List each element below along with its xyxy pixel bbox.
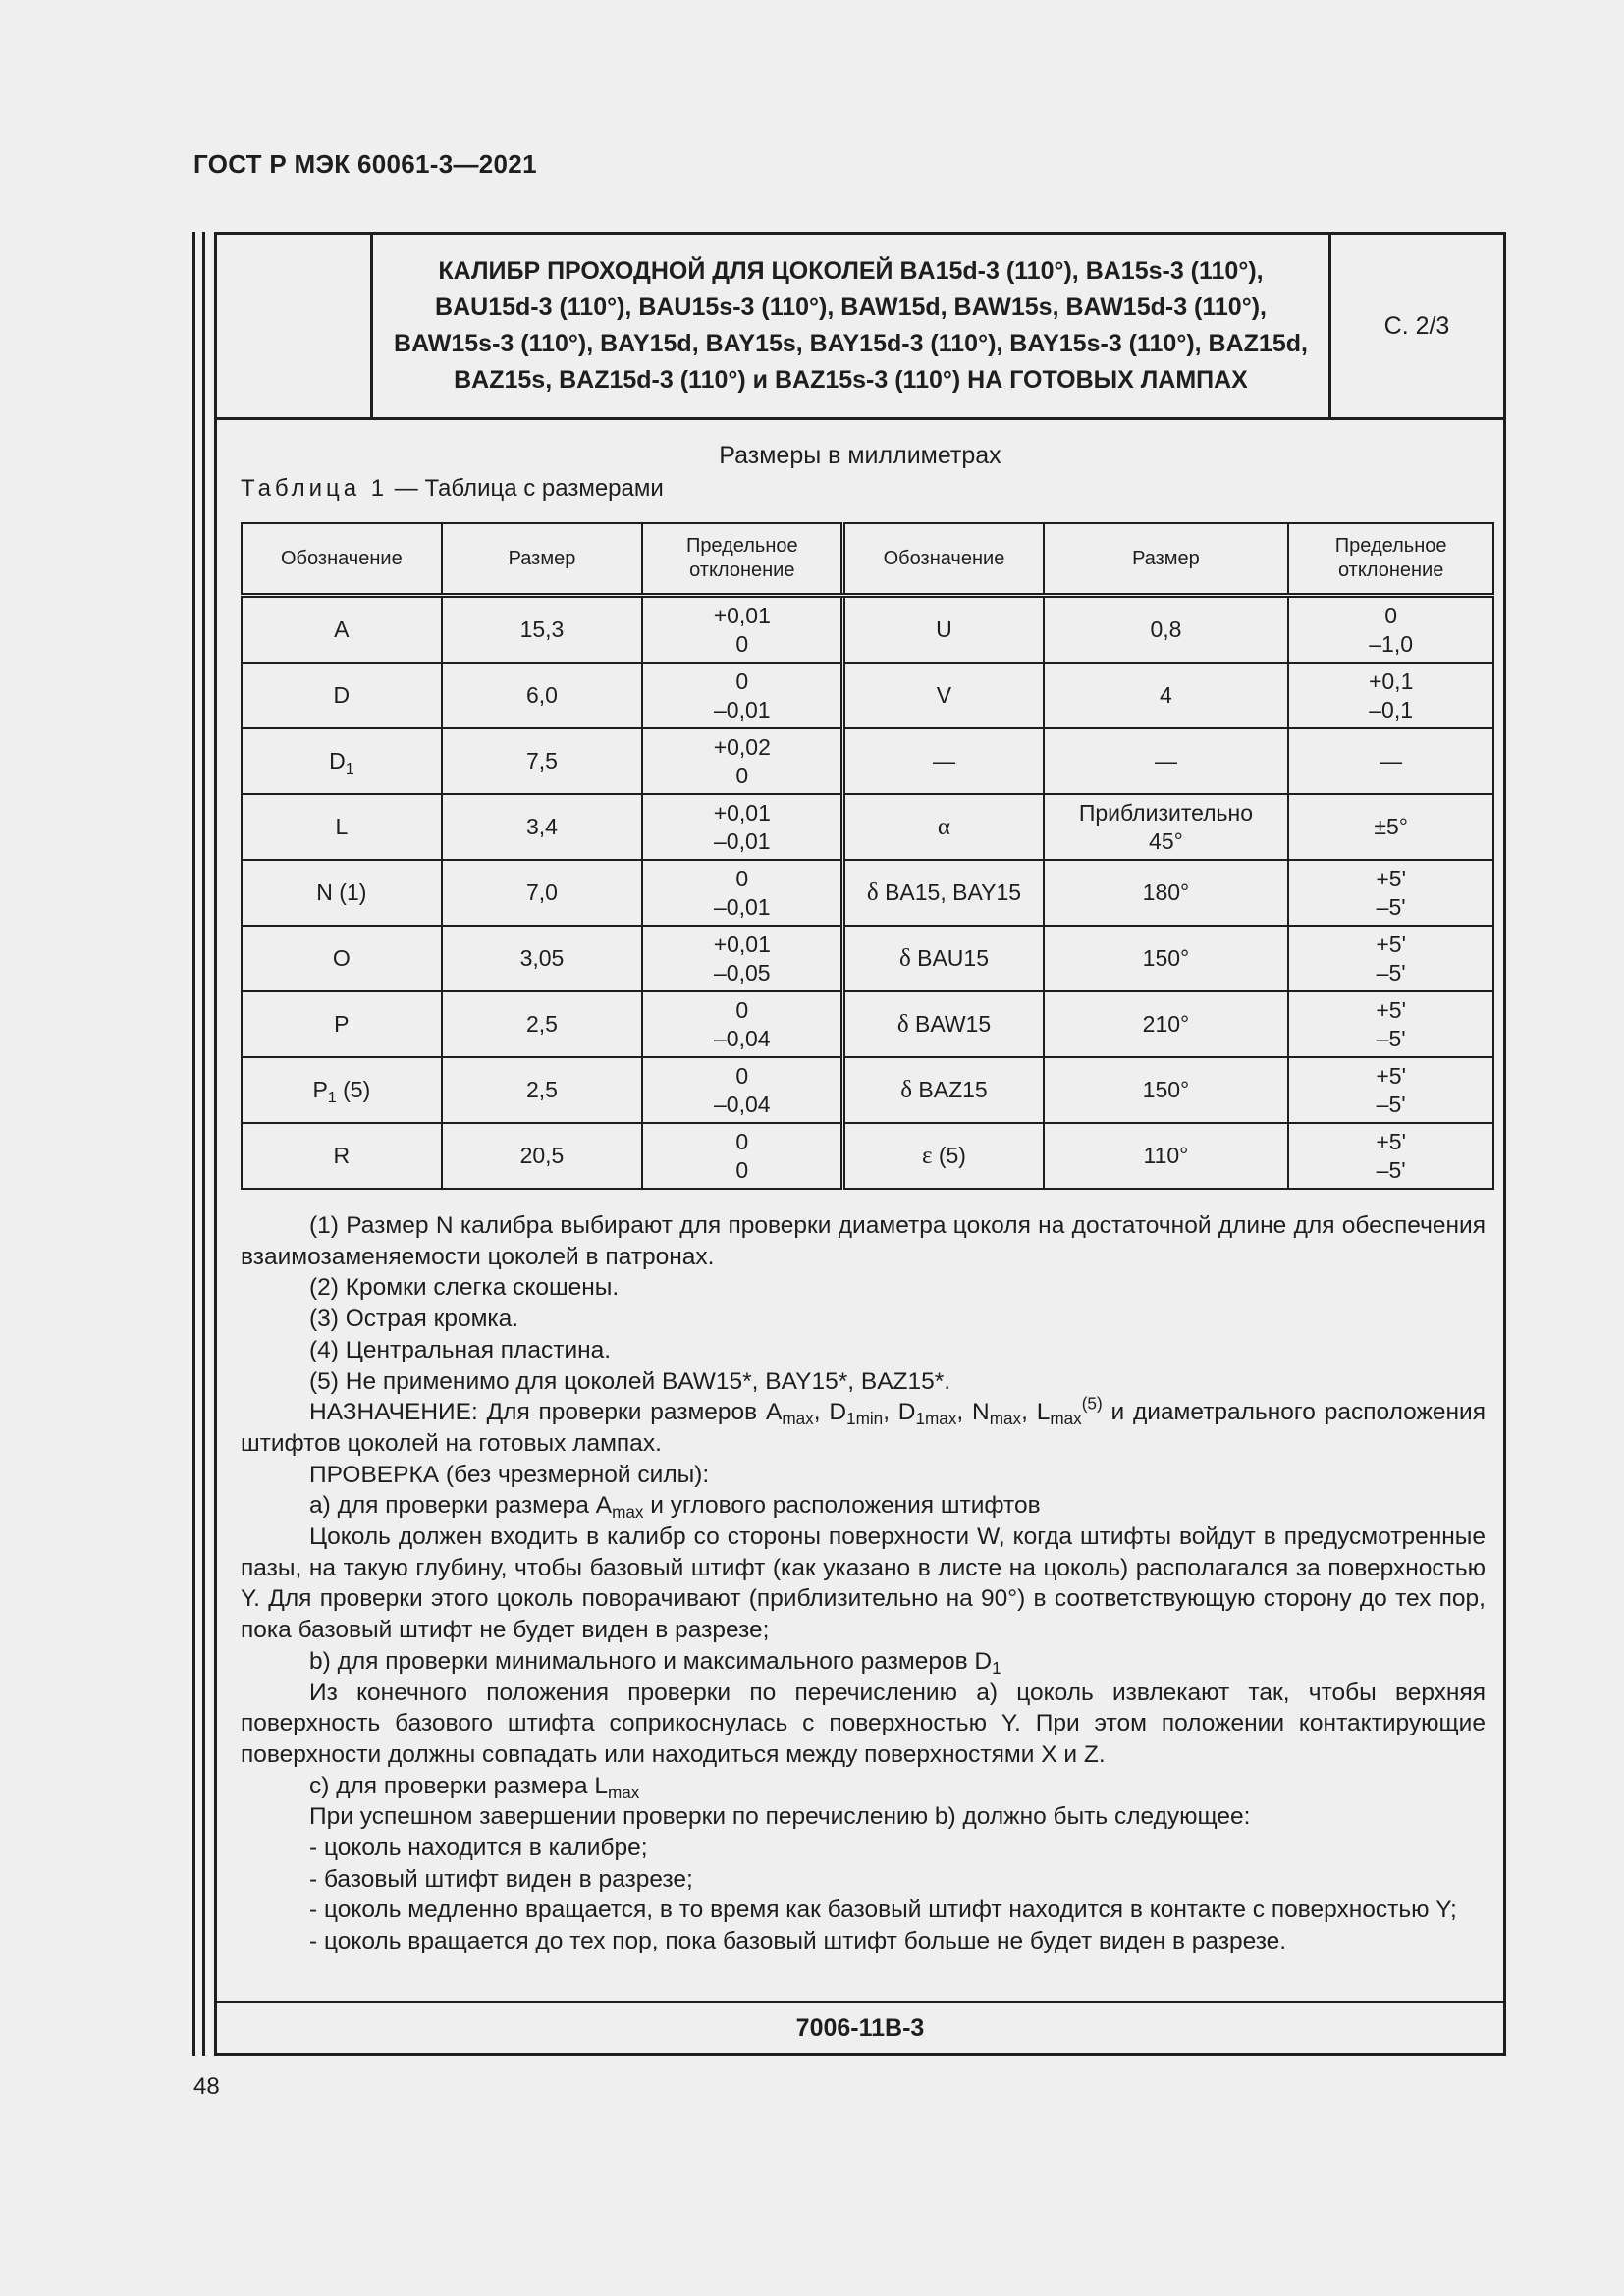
margin-line-outer [192, 232, 195, 2056]
designation-cell: $D_1$ [242, 728, 442, 794]
designation-cell: L [242, 794, 442, 860]
size-cell: 4 [1044, 663, 1289, 728]
note-1: (1) Размер N калибра выбирают для проверки диаметра цоколя на достаточной длине для обеспечения взаимозаменяемости цоколей в патронах. [241, 1212, 1486, 1270]
notes-text [241, 1210, 1486, 1957]
purpose-paragraph: НАЗНАЧЕНИЕ: Для проверки размеров $A_{max}$, $D_{1min}$, $D_{1max}$, $N_{max}$, $L_{max}^{(5)}$ и диаметрального расположения штифтов цоколей на готовых лампах. [241, 1393, 1486, 1457]
tolerance-cell: +0,01 0 [642, 596, 843, 664]
check-item-1: - цоколь находится в калибре; [309, 1835, 648, 1862]
tolerance-cell: 0 –0,01 [642, 663, 843, 728]
page-number: 48 [193, 2073, 220, 2100]
title-block [217, 235, 1503, 420]
designation-cell: δ BAZ15 [843, 1057, 1044, 1123]
designation-cell: N (1) [242, 860, 442, 926]
designation-cell: U [843, 596, 1044, 664]
size-cell: 110° [1044, 1123, 1289, 1189]
size-cell: 2,5 [442, 1057, 643, 1123]
check-c-text: При успешном завершении проверки по перечислению b) должно быть следующее: [309, 1803, 1251, 1831]
designation-cell: α [843, 794, 1044, 860]
table-row [242, 794, 1493, 860]
size-cell: 180° [1044, 860, 1289, 926]
header-cell: Предельное отклонение [642, 523, 843, 596]
designation-cell: δ BA15, BAY15 [843, 860, 1044, 926]
tolerance-cell: +0,01 –0,01 [642, 794, 843, 860]
margin-line-inner [202, 232, 205, 2056]
size-cell: 210° [1044, 991, 1289, 1057]
designation-cell: P [242, 991, 442, 1057]
check-title: ПРОВЕРКА (без чрезмерной силы): [309, 1461, 710, 1488]
designation-cell: ε (5) [843, 1123, 1044, 1189]
table-row [242, 1123, 1493, 1189]
tolerance-cell: +5' –5' [1288, 860, 1493, 926]
size-cell: 3,05 [442, 926, 643, 991]
header-cell: Размер [442, 523, 643, 596]
table-row [242, 991, 1493, 1057]
check-item-4: - цоколь вращается до тех пор, пока базовый штифт больше не будет виден в разрезе. [309, 1928, 1287, 1955]
note-3: (3) Острая кромка. [309, 1306, 519, 1333]
header-cell: Предельное отклонение [1288, 523, 1493, 596]
tolerance-cell: 0 –0,04 [642, 991, 843, 1057]
tolerance-cell: +0,1 –0,1 [1288, 663, 1493, 728]
sheet-page: С. 2/3 [1383, 311, 1450, 340]
check-b-text: Из конечного положения проверки по перечислению a) цоколь извлекают так, чтобы верхняя поверхность базового штифта соприкоснулась с поверхностью Y. При этом положении контактирующие поверхности должны совпадать или находиться между поверхностями X и Z. [241, 1679, 1486, 1768]
table-caption-prefix: Таблица 1 [241, 475, 389, 502]
table-caption-rest: — Таблица с размерами [388, 475, 664, 502]
tolerance-cell: ±5° [1288, 794, 1493, 860]
tolerance-cell: +5' –5' [1288, 1057, 1493, 1123]
tolerance-cell: 0 –1,0 [1288, 596, 1493, 664]
size-cell: 15,3 [442, 596, 643, 664]
check-item-2: - базовый штифт виден в разрезе; [309, 1865, 693, 1893]
size-cell: 150° [1044, 926, 1289, 991]
designation-cell: — [843, 728, 1044, 794]
check-a-heading: a) для проверки размера $A_{max}$ и углового расположения штифтов [309, 1492, 1041, 1522]
tolerance-cell: +5' –5' [1288, 1123, 1493, 1189]
table-row [242, 728, 1493, 794]
note-5: (5) Не применимо для цоколей BAW15*, BAY15*, BAZ15*. [309, 1367, 951, 1395]
size-cell: 7,5 [442, 728, 643, 794]
tolerance-cell: +0,02 0 [642, 728, 843, 794]
designation-cell: $P_1$ (5) [242, 1057, 442, 1123]
tolerance-cell: +0,01 –0,05 [642, 926, 843, 991]
table-row [242, 860, 1493, 926]
check-item-3: - цоколь медленно вращается, в то время как базовый штифт находится в контакте с поверхностью Y; [309, 1896, 1457, 1924]
tolerance-cell: 0 –0,01 [642, 860, 843, 926]
sheet-frame [214, 232, 1506, 2056]
size-cell: 6,0 [442, 663, 643, 728]
header-cell: Обозначение [242, 523, 442, 596]
note-2: (2) Кромки слегка скошены. [309, 1274, 620, 1302]
standard-header: ГОСТ Р МЭК 60061-3—2021 [193, 149, 537, 179]
sheet-number: 7006-11B-3 [217, 2001, 1503, 2053]
table-row [242, 926, 1493, 991]
designation-cell: D [242, 663, 442, 728]
table-row [242, 1057, 1493, 1123]
size-cell: 3,4 [442, 794, 643, 860]
size-cell: — [1044, 728, 1289, 794]
table-row [242, 663, 1493, 728]
designation-cell: δ BAU15 [843, 926, 1044, 991]
size-cell: 2,5 [442, 991, 643, 1057]
table-caption [241, 475, 664, 503]
size-cell: 150° [1044, 1057, 1289, 1123]
size-cell: 7,0 [442, 860, 643, 926]
size-cell: 20,5 [442, 1123, 643, 1189]
header-cell: Размер [1044, 523, 1289, 596]
designation-cell: V [843, 663, 1044, 728]
dimensions-table [241, 522, 1494, 1190]
tolerance-cell: +5' –5' [1288, 991, 1493, 1057]
designation-cell: δ BAW15 [843, 991, 1044, 1057]
designation-cell: A [242, 596, 442, 664]
designation-cell: O [242, 926, 442, 991]
tolerance-cell: 0 –0,04 [642, 1057, 843, 1123]
table-header-row [242, 523, 1493, 596]
note-4: (4) Центральная пластина. [309, 1336, 612, 1363]
title-block-left-cell [217, 235, 373, 417]
designation-cell: R [242, 1123, 442, 1189]
check-c-heading: c) для проверки размера $L_{max}$ [309, 1772, 640, 1802]
tolerance-cell: — [1288, 728, 1493, 794]
header-cell: Обозначение [843, 523, 1044, 596]
size-cell: 0,8 [1044, 596, 1289, 664]
sheet-title: КАЛИБР ПРОХОДНОЙ ДЛЯ ЦОКОЛЕЙ BA15d-3 (110°), BA15s-3 (110°), BAU15d-3 (110°), BAU15s-3 (110°), BAW15d, BAW15s, BAW15d-3 (110°), BAW15s-3 (110°), BAY15d, BAY15s, BAY15d-3 (110°), BAY15s-3 (110°), BAZ15d, BAZ15s, BAZ15d-3 (110°) и BAZ15s-3 (110°) НА ГОТОВЫХ ЛАМПАХ [373, 235, 1331, 417]
table-row [242, 596, 1493, 664]
check-b-heading: b) для проверки минимального и максимального размеров $D_1$ [309, 1647, 1001, 1678]
size-cell: Приблизительно 45° [1044, 794, 1289, 860]
units-note: Размеры в миллиметрах [719, 442, 1001, 469]
tolerance-cell: +5' –5' [1288, 926, 1493, 991]
tolerance-cell: 0 0 [642, 1123, 843, 1189]
check-a-text: Цоколь должен входить в калибр со стороны поверхности W, когда штифты войдут в предусмотренные пазы, на такую глубину, чтобы базовый штифт (как указано в листе на цоколь) располагался за поверхностью Y. Для проверки этого цоколь поворачивают (приблизительно на 90°) в соответствующую сторону до тех пор, пока базовый штифт не будет виден в разрезе; [241, 1523, 1486, 1644]
